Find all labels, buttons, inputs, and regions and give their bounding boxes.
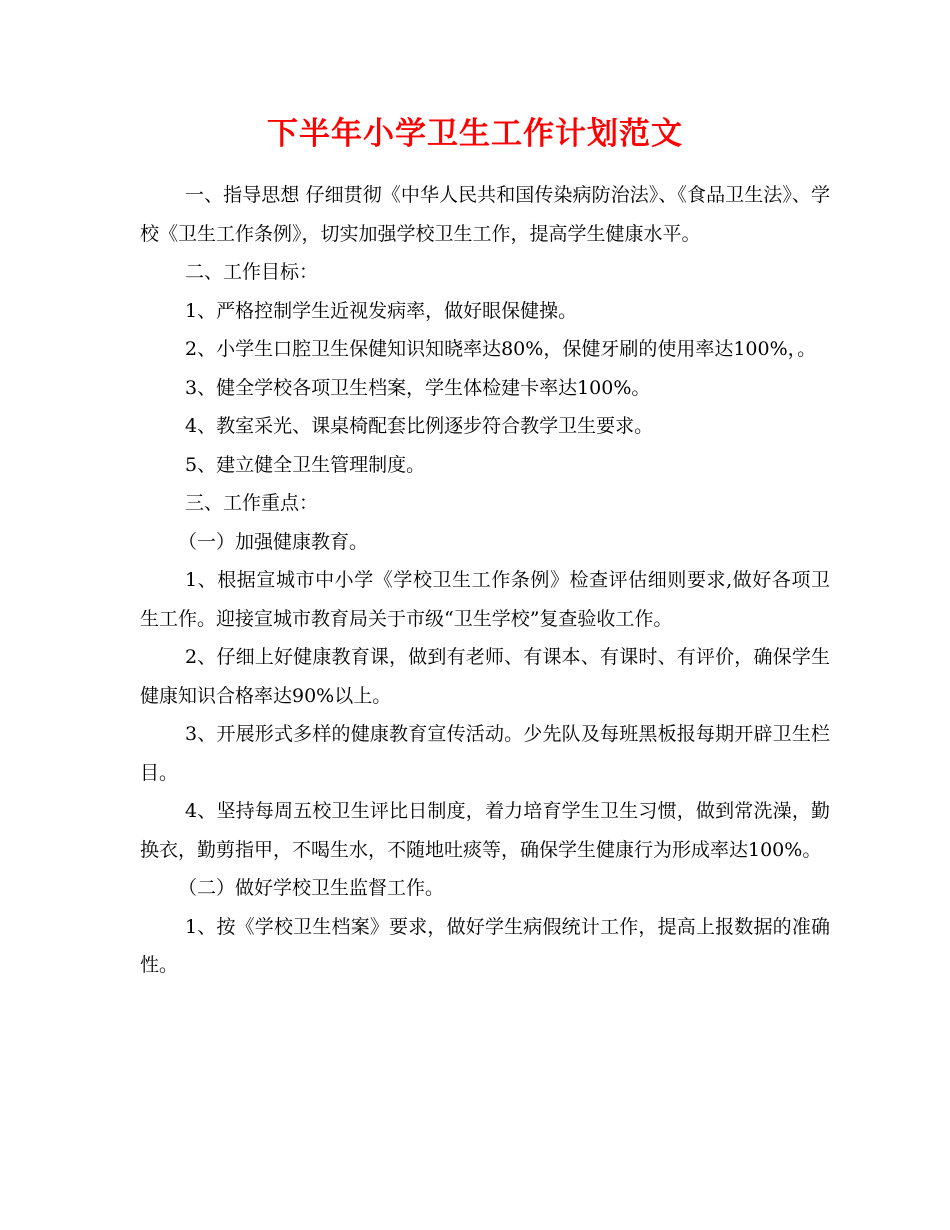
focus-item-4: 4、坚持每周五校卫生评比日制度，着力培育学生卫生习惯，做到常洗澡，勤换衣，勤剪指甲，不喝生水，不随地吐痰等，确保学生健康行为形成率达100%。	[140, 800, 830, 861]
goal-item-5: 5、建立健全卫生管理制度。	[185, 453, 426, 476]
goal-item-3: 3、健全学校各项卫生档案，学生体检建卡率达100%。	[185, 376, 651, 399]
focus-item-3: 3、开展形式多样的健康教育宣传活动。少先队及每班黑板报每期开辟卫生栏目。	[140, 723, 830, 784]
heading-work-focus: 三、工作重点：	[185, 492, 319, 514]
subheading-health-supervision: （二）做好学校卫生监督工作。	[178, 877, 445, 899]
paragraph-guiding-thought: 一、指导思想 仔细贯彻《中华人民共和国传染病防治法》、《食品卫生法》、学校《卫生工作条例》，切实加强学校卫生工作，提高学生健康水平。	[140, 184, 830, 245]
supervision-item-1: 1、按《学校卫生档案》要求，做好学生病假统计工作，提高上报数据的准确性。	[140, 915, 830, 976]
goal-item-1: 1、严格控制学生近视发病率，做好眼保健操。	[185, 299, 578, 322]
focus-item-1: 1、根据宣城市中小学《学校卫生工作条例》检查评估细则要求,做好各项卫生工作。迎接宣城市教育局关于市级“卫生学校”复查验收工作。	[140, 569, 830, 630]
focus-item-2: 2、仔细上好健康教育课，做到有老师、有课本、有课时、有评价，确保学生健康知识合格率达90%以上。	[140, 646, 830, 707]
subheading-health-education: （一）加强健康教育。	[178, 530, 369, 553]
document-title: 下半年小学卫生工作计划范文	[267, 116, 683, 152]
goal-item-4: 4、教室采光、课桌椅配套比例逐步符合教学卫生要求。	[185, 415, 654, 437]
document-body	[140, 176, 830, 985]
heading-work-goals: 二、工作目标：	[185, 261, 319, 283]
goal-item-2: 2、小学生口腔卫生保健知识知晓率达80%，保健牙刷的使用率达100%，。	[185, 338, 817, 360]
